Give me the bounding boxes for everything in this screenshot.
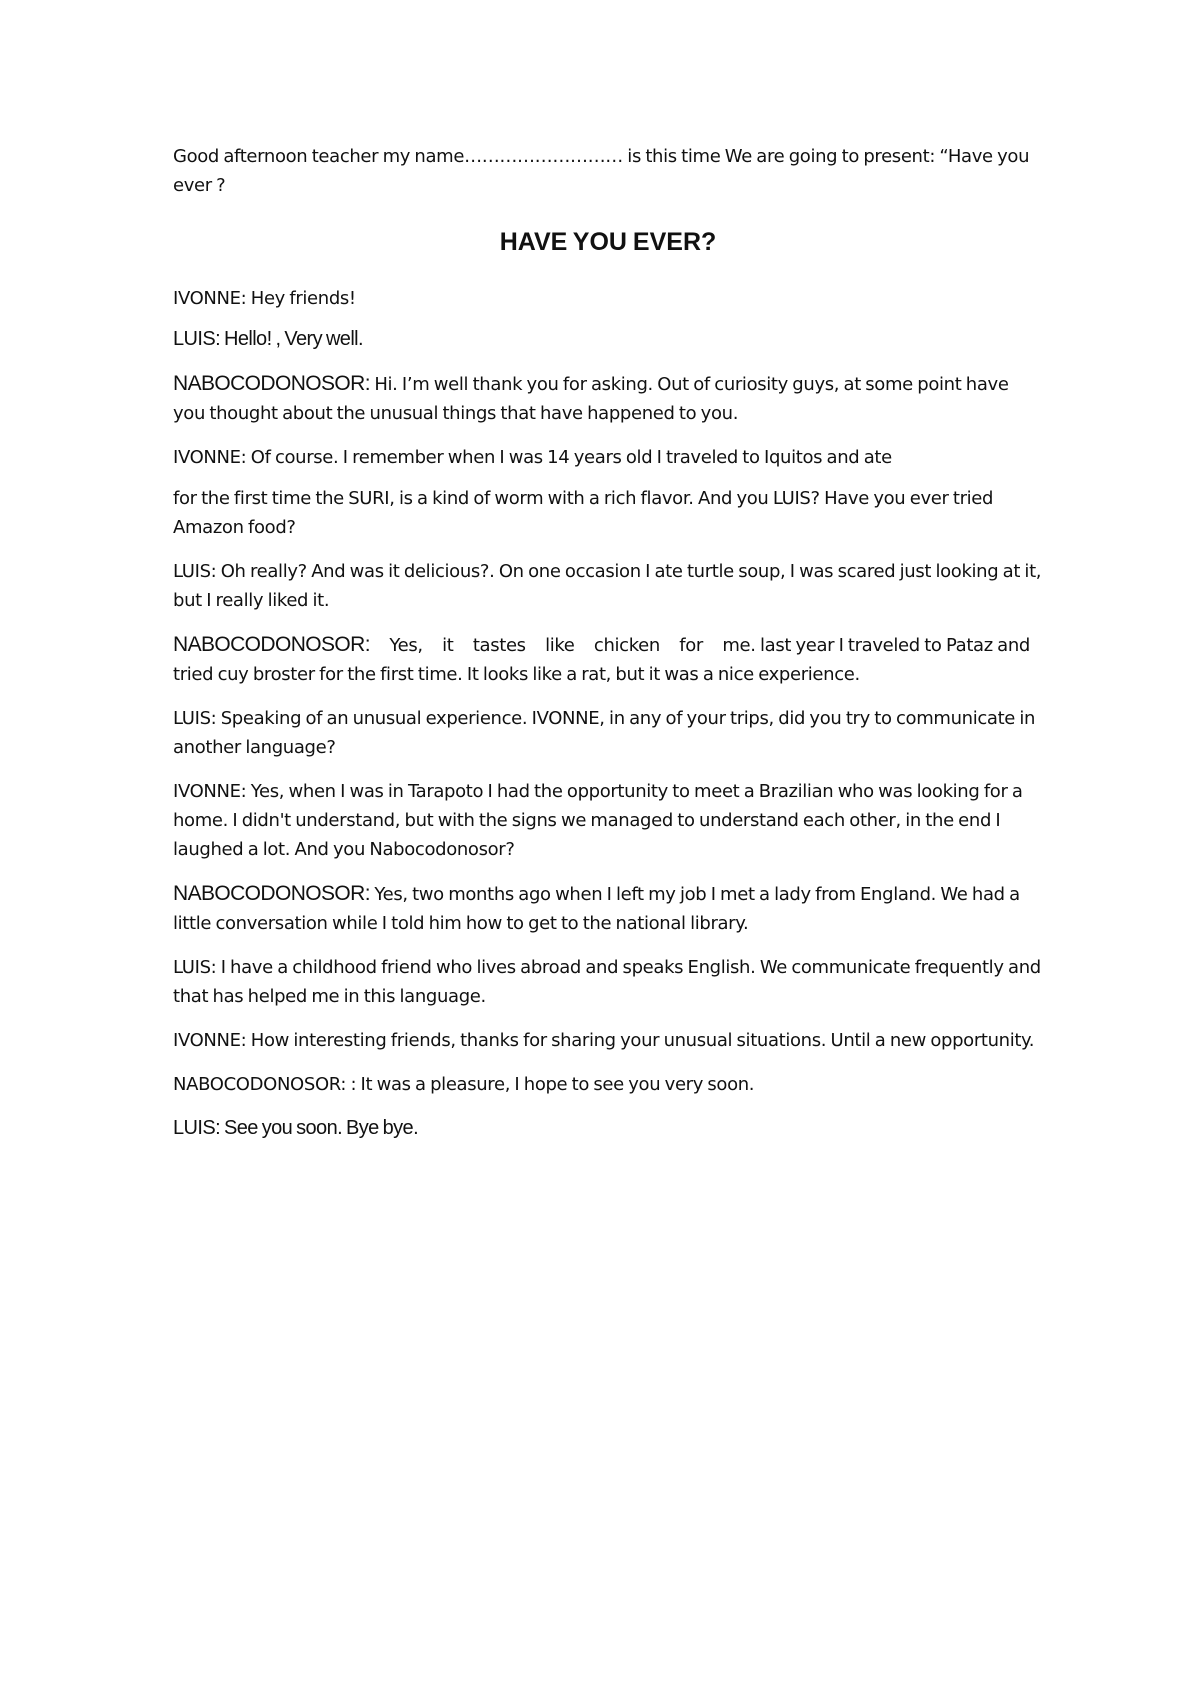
dialogue-text: for the first time the SURI, is a kind of worm with a rich flavor. And you LUIS? Have you ever tried Amazon food? <box>173 488 994 538</box>
dialogue-line-nabocodonosor-1 <box>173 369 1043 428</box>
dialogue-line-luis-2 <box>173 557 1043 615</box>
dialogue-text: Yes, two months ago when I left my job I met a lady from England. We had a little conversation while I told him how to get to the national library. <box>173 884 1020 934</box>
dialogue-line-nabocodonosor-4 <box>173 1070 1043 1099</box>
dialogue-text: How interesting friends, thanks for sharing your unusual situations. Until a new opportunity. <box>246 1030 1035 1051</box>
dialogue-text: : It was a pleasure, I hope to see you very soon. <box>346 1074 755 1095</box>
dialogue-line-ivonne-4 <box>173 1026 1043 1055</box>
dialogue-line-ivonne-1 <box>173 284 1043 313</box>
document-page <box>173 142 1043 1158</box>
intro-paragraph: Good afternoon teacher my name……………………… is this time We are going to present: “Have you ever ? <box>173 146 1030 196</box>
dialogue-line-nabocodonosor-3 <box>173 879 1043 938</box>
dialogue-line-ivonne-2 <box>173 443 1043 472</box>
dialogue-text: Yes, it tastes like chicken for me. <box>369 635 756 656</box>
dialogue-line-nabocodonosor-2 <box>173 630 1043 689</box>
speaker-name: LUIS: <box>173 1117 221 1139</box>
dialogue-line-ivonne-3 <box>173 777 1043 864</box>
dialogue-line-luis-5 <box>173 1114 1043 1143</box>
speaker-name: NABOCODONOSOR: <box>173 1074 347 1095</box>
dialogue-line-luis-3 <box>173 704 1043 762</box>
speaker-name: NABOCODONOSOR: <box>173 372 370 395</box>
speaker-name: NABOCODONOSOR: <box>173 633 370 656</box>
speaker-name: IVONNE: <box>173 447 247 468</box>
speaker-name: IVONNE: <box>173 288 247 309</box>
speaker-name: LUIS: <box>173 957 217 978</box>
speaker-name: NABOCODONOSOR: <box>173 882 370 905</box>
speaker-name: LUIS: <box>173 328 221 350</box>
speaker-name: IVONNE: <box>173 781 247 802</box>
dialogue-text: I have a childhood friend who lives abroad and speaks English. We communicate frequently and that has helped me in this language. <box>173 957 1041 1007</box>
dialogue-text: Hi. I’m well thank you for asking. Out of curiosity guys, at some point have you thought about the unusual things that have happened to you. <box>173 374 1009 424</box>
dialogue-text: Hello! , Very well. <box>220 328 363 350</box>
dialogue-text: last year I traveled to Pataz and tried cuy broster for the first time. It looks like a rat, but it was a nice experience. <box>173 635 1030 685</box>
dialogue-text: Of course. I remember when I was 14 years old I traveled to Iquitos and ate <box>246 447 892 468</box>
dialogue-text: Yes, when I was in Tarapoto I had the opportunity to meet a Brazilian who was looking for a home. I didn't understand, but with the signs we managed to understand each other, in the end I laughed a lot. And you Nabocodonosor? <box>173 781 1023 860</box>
dialogue-line-continuation <box>173 484 1043 542</box>
speaker-name: LUIS: <box>173 708 217 729</box>
dialogue-text: Oh really? And was it delicious?. On one occasion I ate turtle soup, I was scared just looking at it, but I really liked it. <box>173 561 1042 611</box>
dialogue-line-luis-4 <box>173 953 1043 1011</box>
dialogue-text: Hey friends! <box>246 288 356 309</box>
speaker-name: IVONNE: <box>173 1030 247 1051</box>
speaker-name: LUIS: <box>173 561 217 582</box>
dialogue-line-luis-1 <box>173 325 1043 354</box>
dialogue-text: See you soon. Bye bye. <box>220 1117 419 1139</box>
dialogue-text: Speaking of an unusual experience. IVONNE, in any of your trips, did you try to communicate in another language? <box>173 708 1036 758</box>
document-title: HAVE YOU EVER? <box>499 228 717 256</box>
